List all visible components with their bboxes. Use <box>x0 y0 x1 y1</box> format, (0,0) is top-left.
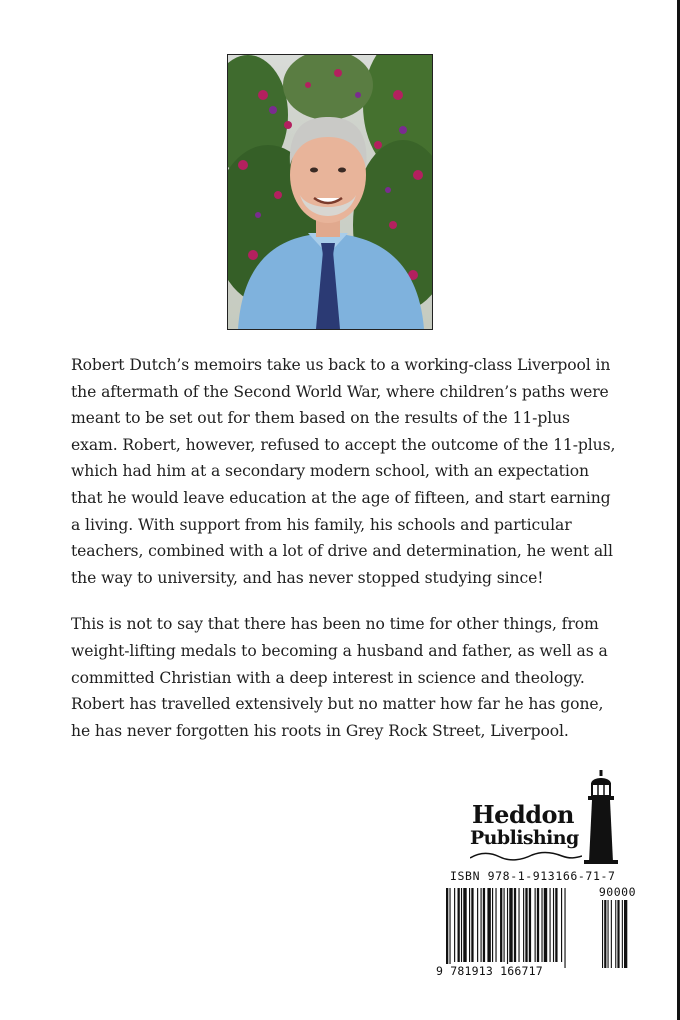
back-cover-blurb <box>71 352 616 764</box>
barcode-digits: 9 781913 166717 <box>436 964 543 978</box>
wave-line-icon <box>470 850 582 862</box>
publisher-logo <box>470 770 620 865</box>
isbn-barcode <box>436 866 644 984</box>
blurb-paragraph: Robert Dutch’s memoirs take us back to a working-class Liverpool in the aftermath of the Second World War, where children’s paths were meant to be set out for them based on the results of the 11-plus exam. Robert, however, refused to accept the outcome of the 11-plus, which had him at a secondary modern school, with an expectation that he would leave education at the age of fifteen, and start earning a living. With support from his family, his schools and particular teachers, combined with a lot of drive and determination, he went all the way to university, and has never stopped studying since! <box>71 356 616 587</box>
barcode-bars <box>446 888 638 970</box>
blurb-paragraph: This is not to say that there has been no time for other things, from weight-lifting medals to becoming a husband and father, as well as a committed Christian with a deep interest in science and theology. Robert has travelled extensively but no matter how far he has gone, he has never forgotten his roots in Grey Rock Street, Liverpool. <box>71 615 608 740</box>
price-code: 90000 <box>598 885 636 899</box>
publisher-name-line1: Heddon <box>472 800 574 829</box>
author-photo <box>227 54 433 330</box>
lighthouse-icon <box>582 770 620 865</box>
isbn-label: ISBN 978-1-913166-71-7 <box>450 869 616 883</box>
publisher-name <box>470 800 579 849</box>
publisher-name-line2: Publishing <box>470 827 579 849</box>
